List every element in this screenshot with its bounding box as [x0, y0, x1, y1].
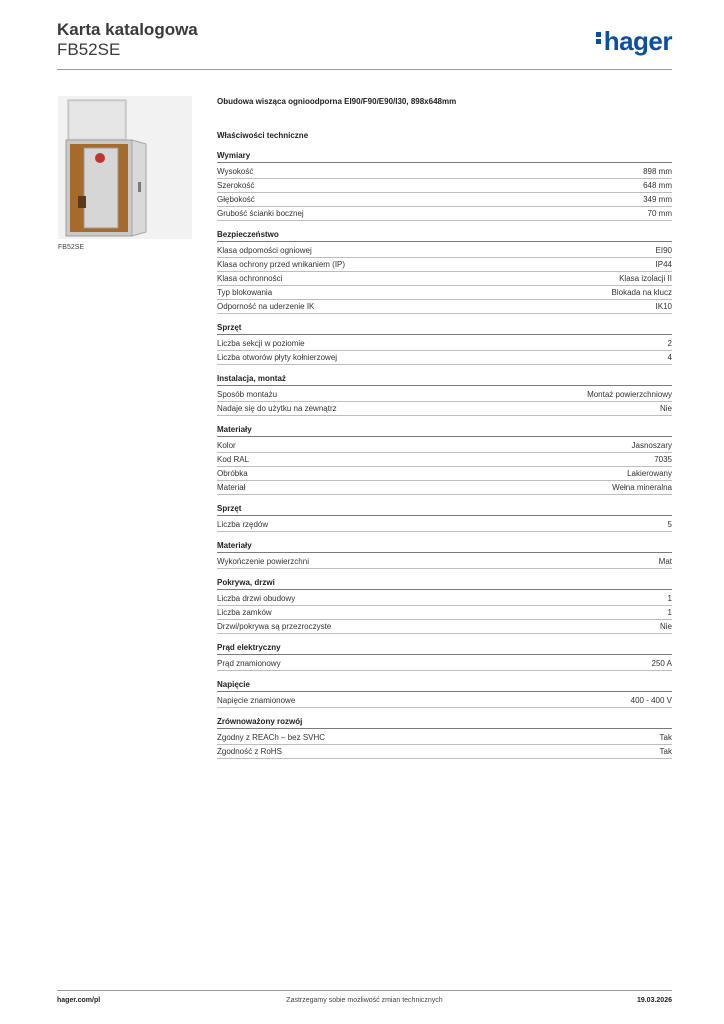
spec-row — [217, 207, 672, 221]
spec-row — [217, 165, 672, 179]
spec-row — [217, 244, 672, 258]
section-title: Materiały — [217, 424, 672, 437]
spec-value: 648 mm — [643, 181, 672, 190]
spec-value: Montaż powierzchniowy — [587, 390, 672, 399]
spec-label: Odporność na uderzenie IK — [217, 302, 315, 311]
spec-row — [217, 620, 672, 634]
spec-value: 400 - 400 V — [630, 696, 672, 705]
spec-label: Materiał — [217, 483, 246, 492]
spec-value: Blokada na klucz — [611, 288, 672, 297]
spec-row — [217, 402, 672, 416]
spec-label: Kolor — [217, 441, 236, 450]
spec-label: Zgodny z REACh – bez SVHC — [217, 733, 326, 742]
spec-row — [217, 272, 672, 286]
spec-value: 4 — [667, 353, 672, 362]
spec-row — [217, 592, 672, 606]
enclosure-photo-icon — [58, 96, 192, 239]
spec-value: Tak — [659, 733, 672, 742]
spec-label: Klasa ochrony przed wnikaniem (IP) — [217, 260, 346, 269]
spec-row — [217, 286, 672, 300]
spec-row — [217, 300, 672, 314]
spec-value: 2 — [667, 339, 672, 348]
specification-panel — [217, 96, 672, 759]
spec-section — [217, 716, 672, 759]
spec-value: Jasnoszary — [631, 441, 672, 450]
properties-title: Właściwości techniczne — [217, 131, 309, 140]
section-title: Napięcie — [217, 679, 672, 692]
spec-label: Wysokość — [217, 167, 254, 176]
section-title: Sprzęt — [217, 503, 672, 516]
spec-value: Lakierowany — [627, 469, 672, 478]
document-title: Karta katalogowa — [57, 20, 198, 39]
spec-label: Liczba sekcji w poziomie — [217, 339, 305, 348]
spec-row — [217, 731, 672, 745]
product-code: FB52SE — [57, 40, 121, 59]
spec-value: 349 mm — [643, 195, 672, 204]
spec-section — [217, 424, 672, 495]
logo-dots-icon — [596, 30, 602, 46]
section-title: Sprzęt — [217, 322, 672, 335]
section-title: Wymiary — [217, 150, 672, 163]
spec-row — [217, 694, 672, 708]
spec-value: 1 — [667, 608, 672, 617]
spec-label: Nadaje się do użytku na zewnątrz — [217, 404, 337, 413]
spec-label: Grubość ścianki bocznej — [217, 209, 304, 218]
spec-row — [217, 453, 672, 467]
spec-value: IK10 — [655, 302, 672, 311]
section-title: Bezpieczeństwo — [217, 229, 672, 242]
page-header — [57, 20, 672, 68]
spec-row — [217, 351, 672, 365]
spec-row — [217, 258, 672, 272]
page-footer — [57, 997, 672, 1009]
spec-label: Liczba rzędów — [217, 520, 269, 529]
spec-label: Sposób montażu — [217, 390, 278, 399]
spec-row — [217, 555, 672, 569]
spec-row — [217, 193, 672, 207]
section-title: Pokrywa, drzwi — [217, 577, 672, 590]
spec-section — [217, 373, 672, 416]
spec-value: 1 — [667, 594, 672, 603]
footer-divider — [57, 990, 672, 991]
spec-value: Mat — [658, 557, 672, 566]
spec-row — [217, 337, 672, 351]
spec-label: Typ blokowania — [217, 288, 273, 297]
spec-value: EI90 — [655, 246, 672, 255]
spec-row — [217, 745, 672, 759]
spec-value: 898 mm — [643, 167, 672, 176]
section-title: Instalacja, montaż — [217, 373, 672, 386]
spec-value: IP44 — [655, 260, 672, 269]
spec-row — [217, 388, 672, 402]
spec-section — [217, 540, 672, 569]
section-title: Materiały — [217, 540, 672, 553]
logo-text: hager — [603, 26, 672, 56]
spec-row — [217, 481, 672, 495]
spec-value: 70 mm — [647, 209, 672, 218]
spec-section — [217, 679, 672, 708]
spec-label: Klasa ochronności — [217, 274, 283, 283]
spec-value: 250 A — [651, 659, 672, 668]
spec-value: Nie — [659, 622, 672, 631]
spec-label: Liczba otworów płyty kołnierzowej — [217, 353, 338, 362]
spec-label: Kod RAL — [217, 455, 250, 464]
spec-label: Wykończenie powierzchni — [217, 557, 309, 566]
spec-sections — [217, 150, 672, 759]
spec-value: Tak — [659, 747, 672, 756]
spec-section — [217, 642, 672, 671]
spec-label: Liczba drzwi obudowy — [217, 594, 296, 603]
section-title: Prąd elektryczny — [217, 642, 672, 655]
spec-section — [217, 577, 672, 634]
spec-value: 5 — [667, 520, 672, 529]
spec-value: Wełna mineralna — [612, 483, 672, 492]
spec-label: Prąd znamionowy — [217, 659, 281, 668]
spec-row — [217, 179, 672, 193]
spec-section — [217, 229, 672, 314]
spec-value: 7035 — [654, 455, 672, 464]
product-description: Obudowa wisząca ognioodporna EI90/F90/E90/I30, 898x648mm — [217, 97, 457, 106]
spec-label: Drzwi/pokrywa są przezroczyste — [217, 622, 332, 631]
spec-section — [217, 150, 672, 221]
section-title: Zrównoważony rozwój — [217, 716, 672, 729]
hager-logo — [596, 26, 672, 57]
spec-row — [217, 518, 672, 532]
spec-row — [217, 606, 672, 620]
spec-row — [217, 467, 672, 481]
spec-label: Klasa odpomości ogniowej — [217, 246, 312, 255]
spec-label: Liczba zamków — [217, 608, 272, 617]
spec-label: Głębokość — [217, 195, 255, 204]
footer-website[interactable]: hager.com/pl — [57, 997, 101, 1004]
spec-label: Obróbka — [217, 469, 248, 478]
spec-label: Szerokość — [217, 181, 255, 190]
header-divider — [57, 69, 672, 70]
spec-section — [217, 322, 672, 365]
spec-section — [217, 503, 672, 532]
footer-date: 19.03.2026 — [636, 997, 672, 1004]
image-caption: FB52SE — [58, 244, 85, 251]
spec-row — [217, 439, 672, 453]
spec-label: Zgodność z RoHS — [217, 747, 282, 756]
spec-value: Nie — [659, 404, 672, 413]
spec-row — [217, 657, 672, 671]
spec-label: Napięcie znamionowe — [217, 696, 296, 705]
spec-value: Klasa izolacji II — [619, 274, 672, 283]
footer-disclaimer: Zastrzegamy sobie możliwość zmian technicznych — [286, 997, 443, 1004]
